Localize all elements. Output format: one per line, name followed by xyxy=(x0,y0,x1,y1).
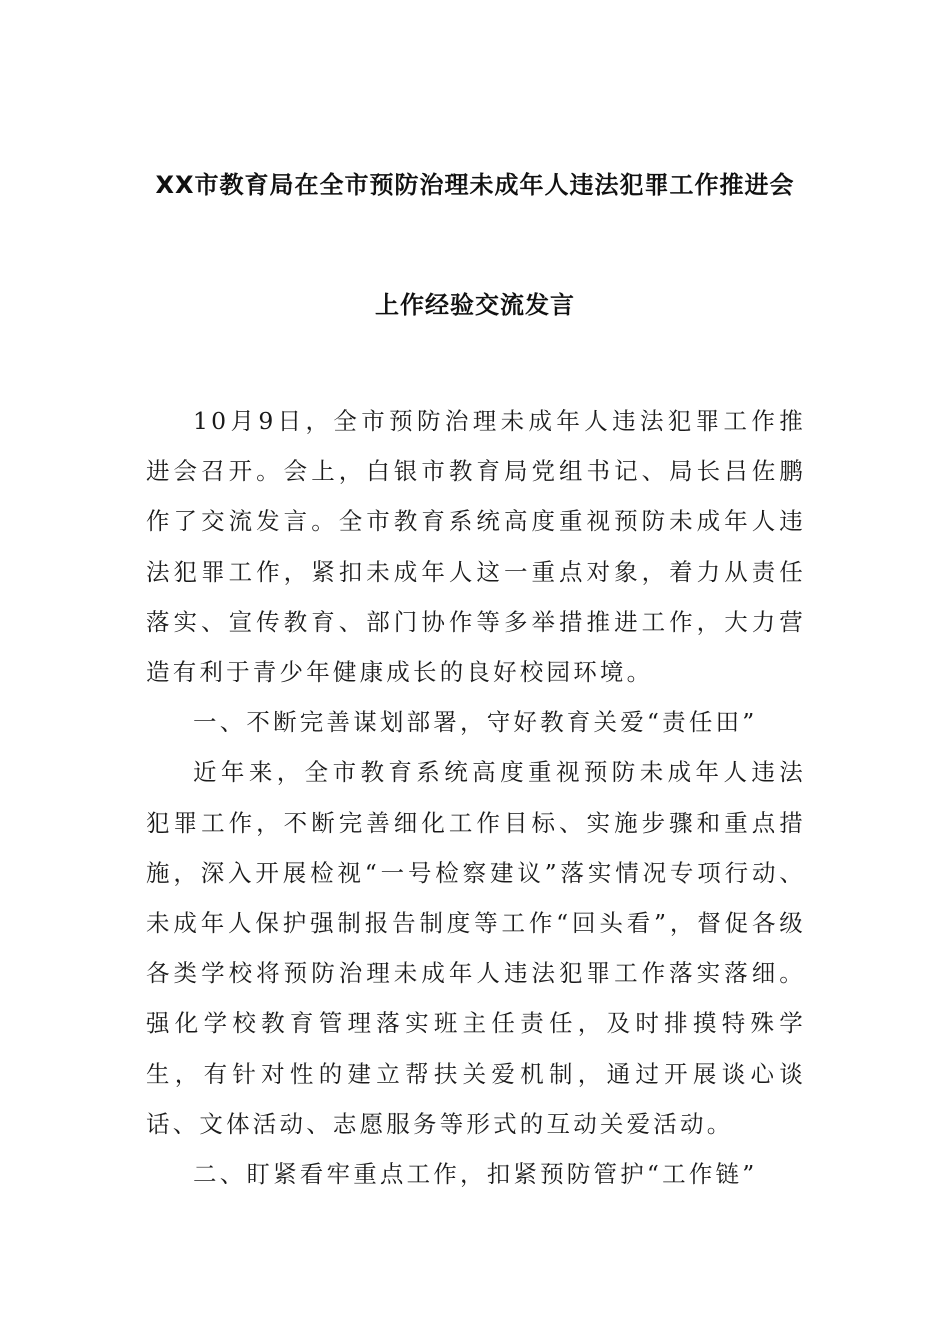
paragraph-section-1: 近年来，全市教育系统高度重视预防未成年人违法犯罪工作，不断完善细化工作目标、实施步骤和重点措施，深入开展检视“一号检察建议”落实情况专项行动、未成年人保护强制报告制度等工作“回头看”，督促各级各类学校将预防治理未成年人违法犯罪工作落实落细。强化学校教育管理落实班主任责任，及时排摸特殊学生，有针对性的建立帮扶关爱机制，通过开展谈心谈话、文体活动、志愿服务等形式的互动关爱活动。 xyxy=(146,758,806,1138)
document-title-line-1: XX市教育局在全市预防治理未成年人违法犯罪工作推进会 xyxy=(155,171,795,199)
section-heading-2: 二、盯紧看牢重点工作，扣紧预防管护“工作链” xyxy=(193,1160,758,1189)
document-body xyxy=(146,396,806,1199)
section-heading-1: 一、不断完善谋划部署，守好教育关爱“责任田” xyxy=(193,708,758,737)
document-title-line-2: 上作经验交流发言 xyxy=(375,291,575,319)
paragraph-intro: 10月9日，全市预防治理未成年人违法犯罪工作推进会召开。会上，白银市教育局党组书记、局长吕佐鹏作了交流发言。全市教育系统高度重视预防未成年人违法犯罪工作，紧扣未成年人这一重点对象，着力从责任落实、宣传教育、部门协作等多举措推进工作，大力营造有利于青少年健康成长的良好校园环境。 xyxy=(146,407,806,687)
